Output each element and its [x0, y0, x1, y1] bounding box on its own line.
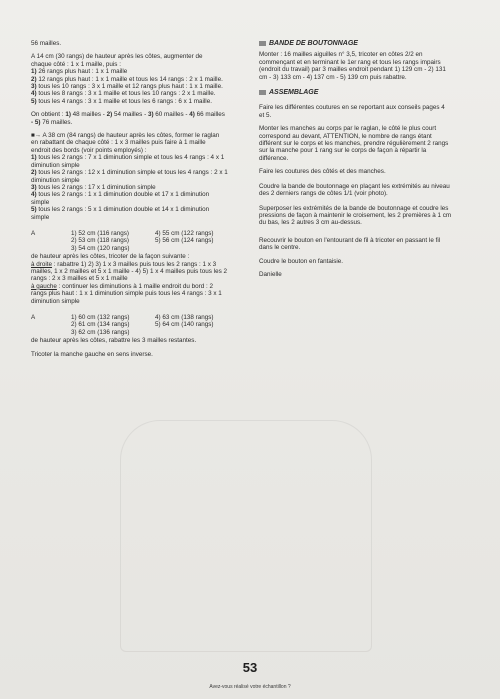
- size-number: 4): [31, 191, 37, 199]
- list-item: [31, 206, 243, 213]
- text-line: Coudre la bande de boutonnage en plaçant les extrémités au niveau: [259, 182, 450, 190]
- text-line: sur la manche pour 1 rang sur le corps de façon à répartir la: [259, 147, 427, 155]
- section-heading-assemblage: [259, 89, 471, 96]
- list-item: [31, 83, 243, 90]
- text-line: 76 mailles.: [40, 118, 73, 126]
- page-number: 53: [242, 660, 258, 675]
- paragraph-boutonnage: [259, 51, 471, 81]
- text-line: simple: [31, 198, 50, 206]
- text-line: endroit des bords (voir points employés) :: [31, 146, 147, 154]
- paragraph-bouton: [259, 237, 471, 252]
- text-line: à droite: [31, 260, 53, 268]
- signature-author: [259, 271, 471, 278]
- text-line: tous les 4 rangs : 3 x 1 maille et tous les 6 rangs : 6 x 1 maille.: [38, 97, 212, 105]
- text-line: dans le centre.: [259, 244, 301, 252]
- text-line: chaque côté : 1 x 1 maille, puis :: [31, 60, 121, 68]
- text-line: rangs : 2 x 3 mailles et 5 x 1 maille: [31, 275, 128, 283]
- text-line: A 38 cm (84 rangs) de hauteur après les côtes, former le raglan: [41, 132, 220, 140]
- size-value: 1) 52 cm (116 rangs): [71, 229, 129, 237]
- augment-list: [31, 68, 243, 105]
- left-column: [31, 40, 243, 364]
- text-line: diminution simple: [31, 176, 80, 184]
- text-line: tous les 2 rangs : 1 x 1 diminution double et 17 x 1 diminution: [38, 191, 210, 199]
- spacer: [31, 321, 71, 328]
- size-number: 1): [65, 111, 71, 119]
- arrow-icon: ■→: [31, 132, 42, 140]
- text-line: tous les 2 rangs : 12 x 1 diminution simple et tous les 4 rangs : 2 x 1: [38, 169, 228, 177]
- size-value: 4) 55 cm (122 rangs): [155, 229, 214, 237]
- paragraph-manche-gauche: [31, 351, 243, 358]
- list-item: [31, 98, 243, 105]
- text-line: pressions de façon à maintenir le croisement, les 2 premières à 1 cm: [259, 211, 452, 219]
- text-line: rangs plus haut : 1 x 1 diminution simple puis tous les 4 rangs : 3 x 1: [31, 290, 222, 298]
- list-item: [31, 76, 243, 83]
- text-line: 48 mailles -: [70, 111, 107, 119]
- right-column: [259, 40, 471, 284]
- text-line: 66 mailles: [194, 111, 225, 119]
- text-line: Superposer les extrémités de la bande de boutonnage et coudre les: [259, 204, 449, 212]
- size-value: 3) 54 cm (120 rangs): [71, 244, 130, 252]
- text-line: tous les 10 rangs : 3 x 1 maille et 12 rangs plus haut : 1 x 1 maille.: [38, 83, 223, 91]
- text-line: Danielle: [259, 270, 282, 278]
- raglan-list: [31, 154, 243, 221]
- text-line: Faire les coutures des côtés et des manches.: [259, 168, 386, 176]
- list-item: [31, 169, 243, 176]
- text-line: tous les 2 rangs : 5 x 1 diminution double et 14 x 1 diminution: [38, 206, 210, 214]
- size-number: 4): [31, 90, 37, 98]
- paragraph-coutures: [259, 104, 471, 119]
- text-line: à gauche: [31, 282, 57, 290]
- text-line: [31, 132, 243, 139]
- text-line: [31, 261, 243, 268]
- paragraph-raglan: [31, 132, 243, 154]
- text-line: (endroit du travail) par 3 mailles endroit pendant 1) 129 cm - 2) 131: [259, 66, 446, 74]
- text-line: diminution simple: [31, 297, 80, 305]
- text-line: 56 mailles.: [31, 40, 62, 47]
- size-value: 1) 60 cm (132 rangs): [71, 314, 130, 321]
- size-number: - 5): [31, 118, 41, 126]
- size-number: 3): [31, 183, 37, 191]
- size-label: A: [31, 229, 36, 237]
- sizes-block-2: [31, 314, 243, 336]
- list-item: [31, 68, 243, 75]
- shaping-text: [31, 253, 243, 305]
- size-number: 2): [31, 169, 37, 177]
- paragraph-mailles: [31, 40, 243, 47]
- size-label: A: [31, 314, 36, 321]
- text-line: : continuer les diminutions à 1 maille endroit du bord : 2: [56, 282, 214, 290]
- text-line: Coudre le bouton en fantaisie.: [259, 257, 344, 265]
- size-value: 4) 63 cm (138 rangs): [155, 314, 214, 321]
- text-line: de hauteur après les côtes, tricoter de la façon suivante :: [31, 253, 190, 261]
- size-number: 5): [31, 206, 37, 214]
- text-line: Recouvrir le bouton en l'entourant de fil à tricoter en passant le fil: [259, 236, 441, 244]
- list-item: [31, 90, 243, 97]
- text-line: 60 mailles -: [153, 111, 190, 119]
- spacer: [155, 245, 245, 252]
- list-item: [31, 184, 243, 191]
- text-line: commençant et en terminant le 1er rang et tous les rangs impairs: [259, 58, 441, 66]
- section-heading-boutonnage: [259, 40, 471, 47]
- size-number: 3): [147, 111, 154, 119]
- text-line: On obtient :: [31, 111, 66, 119]
- size-number: 2): [106, 111, 113, 119]
- text-line: tous les 8 rangs : 3 x 1 maille et tous les 10 rangs : 2 x 1 maille.: [38, 90, 216, 98]
- spacer: [31, 237, 71, 244]
- text-line: en rabattant de chaque côté : 1 x 3 mailles puis faire à 1 maille: [31, 139, 206, 147]
- text-line: 26 rangs plus haut : 1 x 1 maille: [38, 68, 128, 76]
- size-value: 5) 56 cm (124 rangs): [155, 237, 214, 245]
- size-value: 5) 64 cm (140 rangs): [155, 321, 214, 329]
- text-line: tous les 2 rangs : 7 x 1 diminution simple et tous les 4 rangs : 4 x 1: [38, 154, 225, 162]
- paragraph-on-obtient: [31, 111, 243, 126]
- size-number: 3): [31, 83, 37, 91]
- square-bullet-icon: [259, 41, 266, 46]
- text-line: mailles, 1 x 2 mailles et 5 x 1 maille - 4) 5) 1 x 4 mailles puis tous les 2: [31, 267, 227, 275]
- size-number: 4): [189, 111, 195, 119]
- text-line: du bas, les 2 autres 3 cm au-dessus.: [259, 219, 362, 227]
- paragraph-monter-manches: [259, 125, 471, 162]
- paragraph-coudre-bouton: [259, 258, 471, 265]
- size-number: 1): [31, 154, 37, 162]
- text-line: correspond au devant, ATTENTION, le nombre de rangs étant: [259, 132, 432, 140]
- spacer: [31, 245, 71, 252]
- spacer: [155, 329, 245, 336]
- text-line: des 2 derniers rangs de côtes 1/1 (voir photo).: [259, 190, 388, 198]
- size-number: 1): [31, 68, 37, 76]
- size-value: 2) 53 cm (118 rangs): [71, 237, 129, 245]
- text-line: tous les 2 rangs : 17 x 1 diminution simple: [38, 183, 156, 191]
- paragraph-rabattre: [31, 337, 243, 344]
- footer-note: Avez-vous réalisé votre échantillon ?: [209, 684, 291, 690]
- text-line: diminution simple: [31, 161, 80, 169]
- text-line: différence.: [259, 154, 289, 162]
- sizes-block-1: [31, 230, 243, 252]
- text-line: 12 rangs plus haut : 1 x 1 maille et tous les 14 rangs : 2 x 1 maille.: [38, 75, 223, 83]
- text-line: Faire les différentes coutures en se reportant aux conseils pages 4: [259, 104, 445, 112]
- text-line: cm - 3) 133 cm - 4) 137 cm - 5) 139 cm puis rabattre.: [259, 73, 407, 81]
- spacer: [31, 329, 71, 336]
- list-item: [31, 191, 243, 198]
- size-value: 2) 61 cm (134 rangs): [71, 321, 130, 329]
- text-line: 54 mailles -: [112, 111, 148, 119]
- text-line: Monter : 16 mailles aiguilles n° 3,5, tricoter en côtes 2/2 en: [259, 51, 423, 59]
- paragraph-pressions: [259, 205, 471, 227]
- list-item: [31, 154, 243, 161]
- heading-text: ASSEMBLAGE: [269, 89, 319, 97]
- paragraph-augmentations: [31, 53, 243, 68]
- text-line: simple: [31, 213, 50, 221]
- text-line: et 5.: [259, 111, 272, 119]
- text-line: : rabattre 1) 2) 3) 1 x 3 mailles puis tous les 2 rangs : 1 x 3: [52, 260, 217, 268]
- ghost-sweater-outline: [120, 420, 372, 652]
- text-line: Monter les manches au corps par le raglan, le côté le plus court: [259, 125, 437, 133]
- heading-text: BANDE DE BOUTONNAGE: [269, 40, 358, 47]
- size-number: 5): [31, 97, 37, 105]
- text-line: A 14 cm (30 rangs) de hauteur après les côtes, augmenter de: [31, 53, 203, 61]
- text-line: de hauteur après les côtes, rabattre les 3 mailles restantes.: [31, 337, 197, 345]
- square-bullet-icon: [259, 90, 266, 95]
- paragraph-coudre-bande: [259, 183, 471, 198]
- size-number: 2): [31, 75, 37, 83]
- size-value: 3) 62 cm (136 rangs): [71, 328, 130, 336]
- text-line: différent sur le corps et les manches, prendre régulièrement 2 rangs: [259, 140, 449, 148]
- paragraph-coutures-cotes: [259, 168, 471, 175]
- text-line: [31, 283, 243, 290]
- text-line: Tricoter la manche gauche en sens inverse.: [31, 350, 153, 358]
